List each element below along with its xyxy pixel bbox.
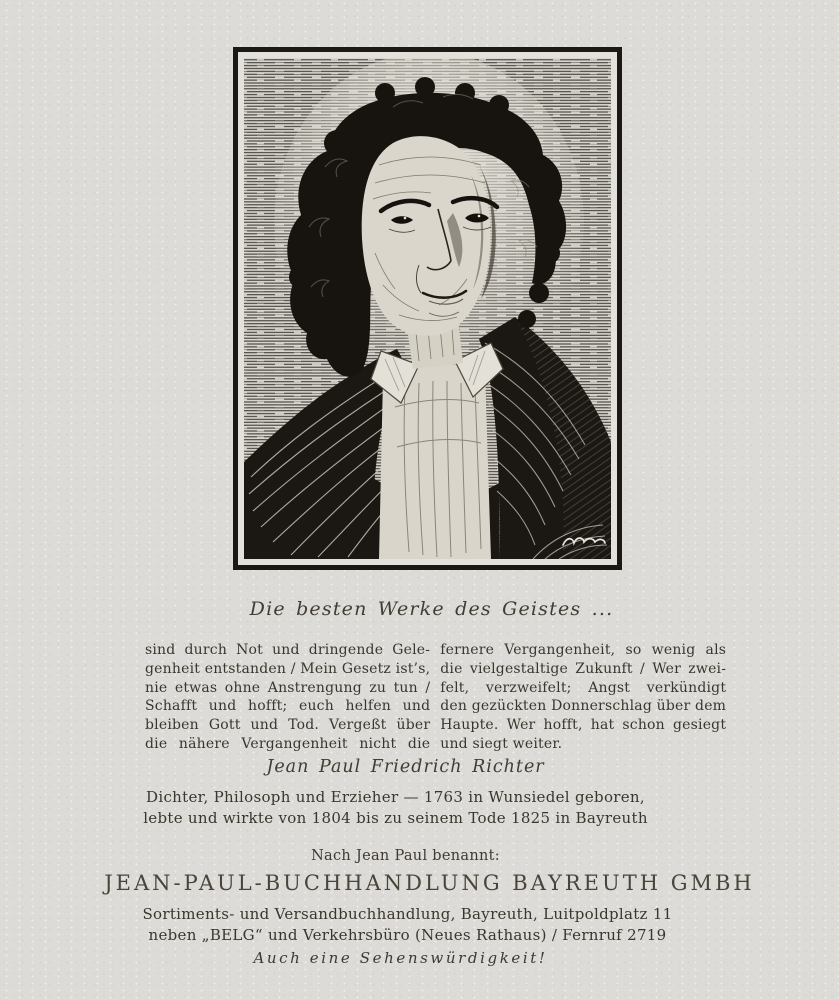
quote-line: fernere Vergangenheit, so wenig als — [440, 642, 727, 658]
quote-line: und siegt weiter. — [440, 735, 563, 752]
quote-heading: Die besten Werke des Geistes ... — [249, 598, 614, 620]
imprint-tagline: Auch eine Sehenswürdigkeit! — [253, 949, 548, 967]
quote-line: bleiben Gott und Tod. Vergeßt über — [145, 717, 431, 734]
portrait-box — [233, 47, 622, 570]
portrait-engraving — [233, 47, 622, 570]
company-address — [0, 904, 827, 946]
quote-line: felt, verzweifelt; Angst verkündigt — [440, 679, 727, 696]
quote-author: Jean Paul Friedrich Richter — [266, 757, 545, 777]
company-name: JEAN-PAUL-BUCHHANDLUNG BAYREUTH GMBH — [104, 871, 755, 895]
company-address-line-1: Sortiments- und Versandbuchhandlung, Bayreuth, Luitpoldplatz 11 — [142, 905, 673, 923]
company-address-line-2: neben „BELG“ und Verkehrsbüro (Neues Rathaus) / Fernruf 2719 — [148, 926, 667, 944]
quote-line: den gezückten Donnerschlag über dem — [440, 698, 727, 715]
quote-column-right — [440, 641, 726, 754]
quote-line: genheit entstanden / Mein Gesetz ist’s, — [145, 660, 431, 677]
shirt-collar — [371, 343, 503, 559]
bio-line-1: Dichter, Philosoph und Erzieher — 1763 in Wunsiedel geboren, — [146, 788, 645, 806]
author-bio — [0, 787, 815, 828]
quote-line: sind durch Not und dringende Gele- — [145, 642, 431, 658]
quote-line: Haupte. Wer hofft, hat schon gesiegt — [440, 717, 727, 734]
bio-line-2: lebte und wirkte von 1804 bis zu seinem Tode 1825 in Bayreuth — [143, 808, 648, 827]
quote-column-left — [145, 641, 430, 754]
quote-line: nie etwas ohne Anstrengung zu tun / — [145, 679, 431, 696]
quote-columns — [145, 641, 727, 754]
quote-line: Schafft und hofft; euch helfen und — [145, 698, 431, 715]
imprint-intro: Nach Jean Paul benannt: — [311, 848, 500, 864]
quote-line: die nähere Vergangenheit nicht die — [145, 735, 431, 752]
quote-line: die vielgestaltige Zukunft / Wer zwei- — [440, 660, 727, 677]
